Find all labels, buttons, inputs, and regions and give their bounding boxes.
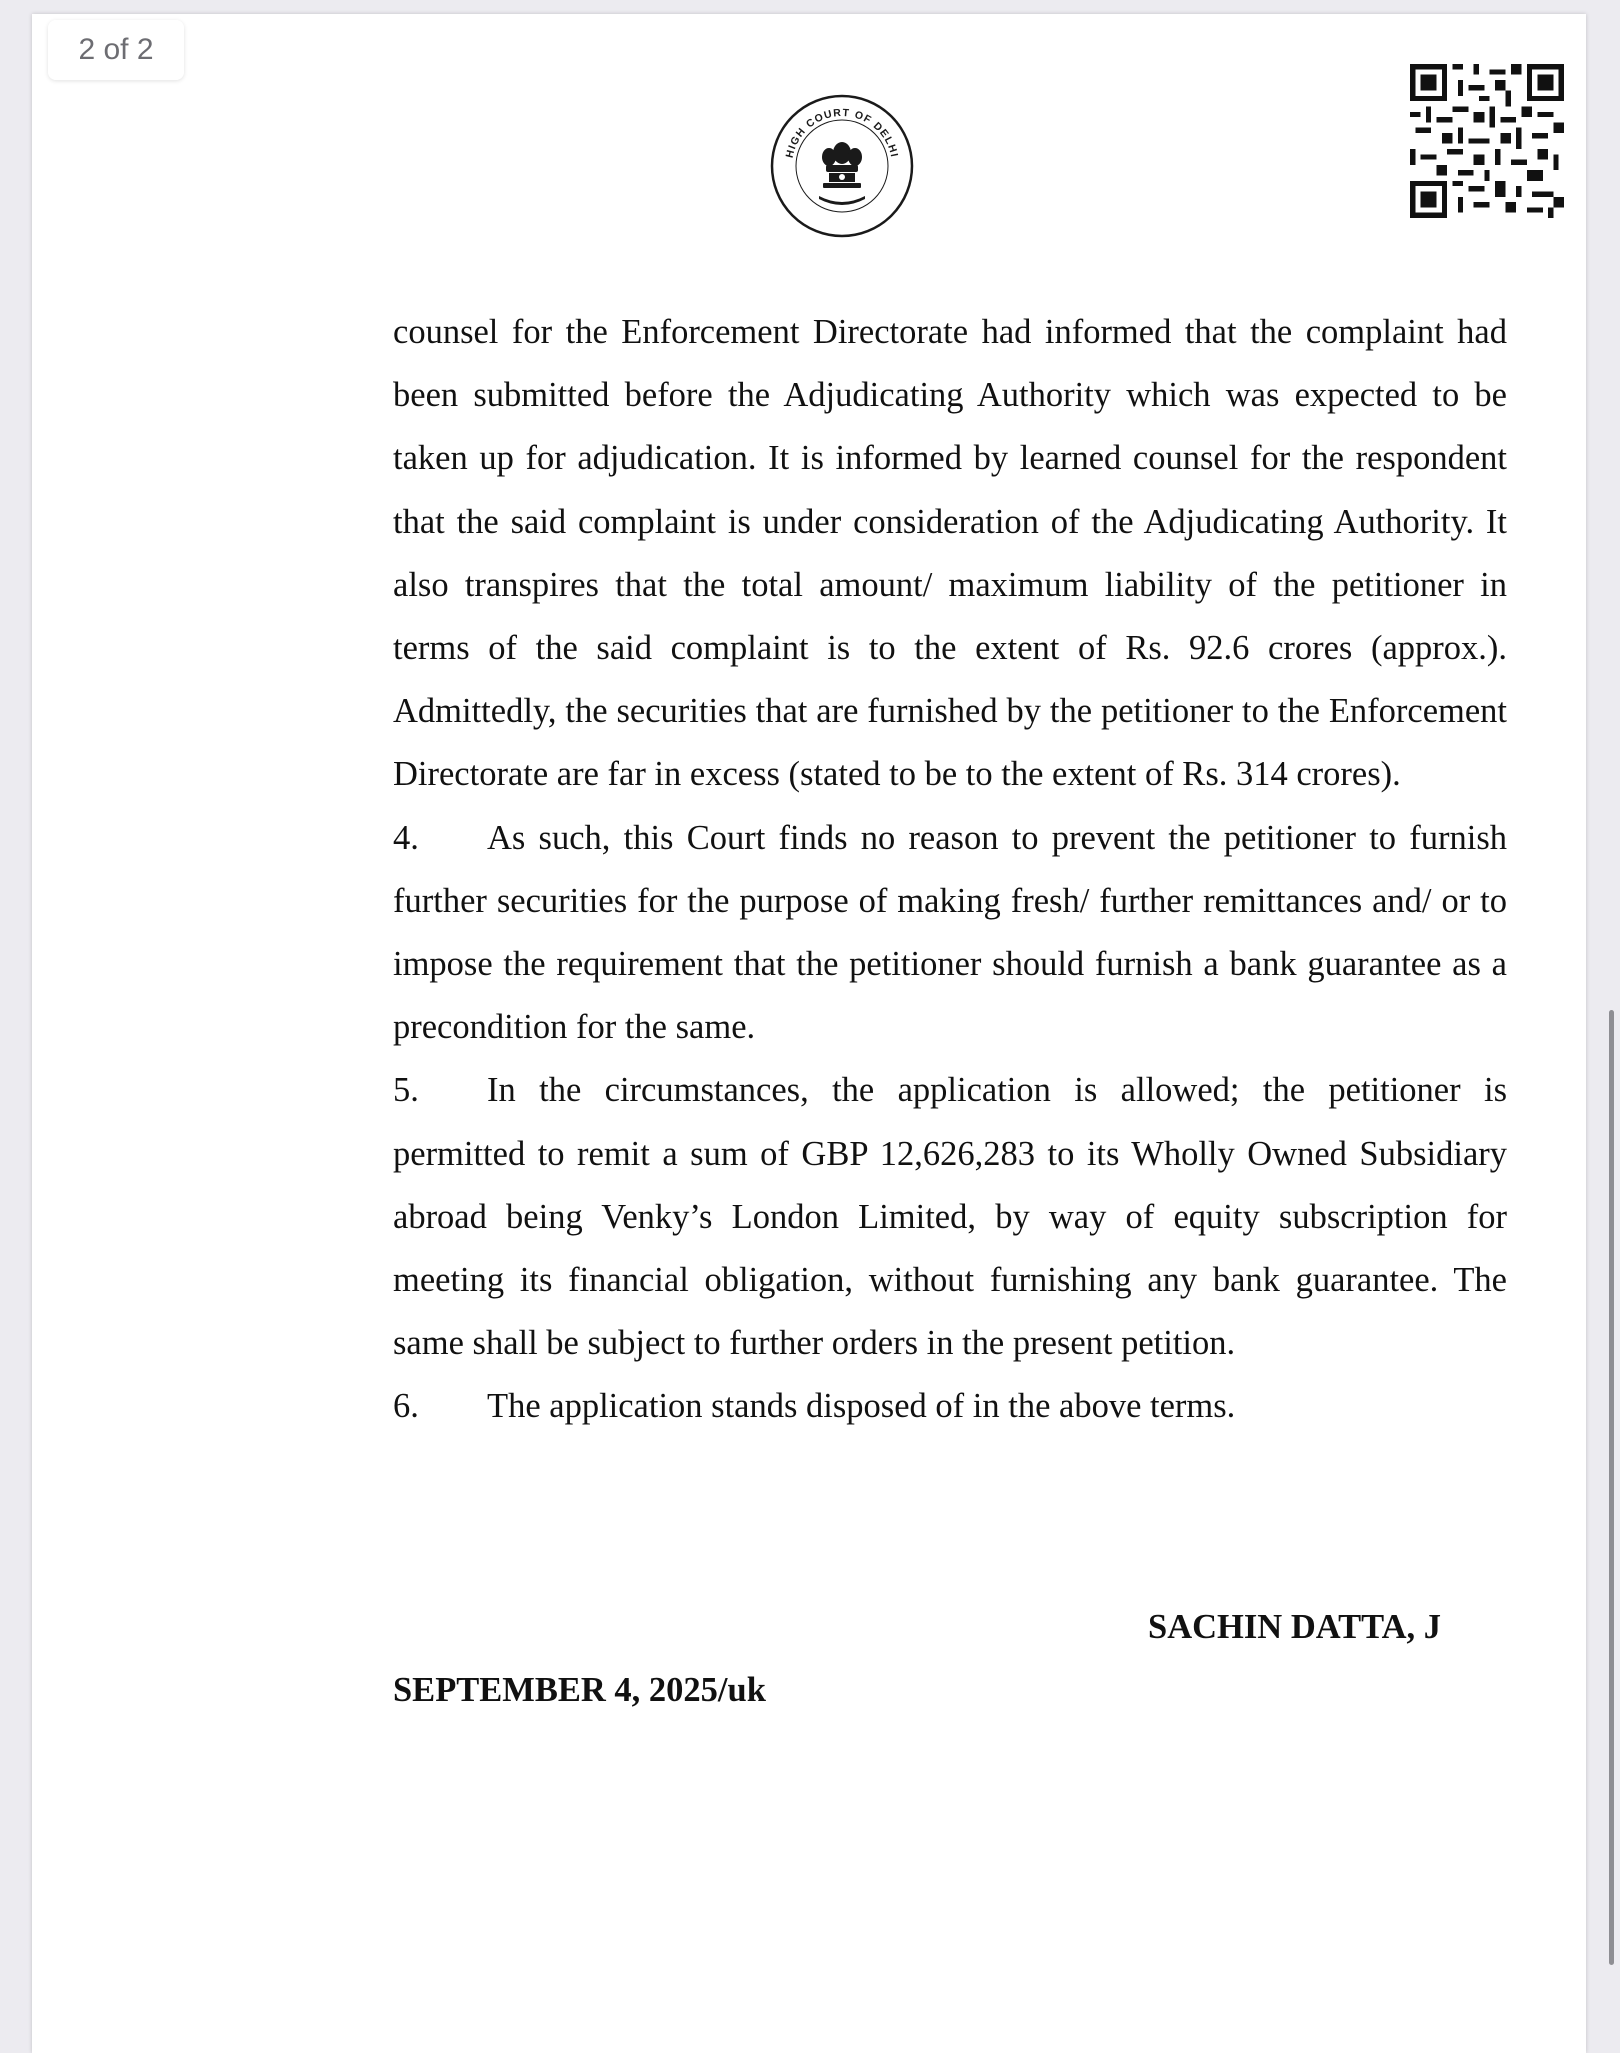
- paragraph-number: 5.: [393, 1071, 419, 1110]
- emblem-text: HIGH COURT OF DELHI: [783, 106, 901, 160]
- document-page: [32, 14, 1586, 2053]
- vertical-scrollbar[interactable]: [1609, 1010, 1614, 1965]
- judge-signature: SACHIN DATTA, J: [1148, 1608, 1441, 1646]
- paragraph-text: counsel for the Enforcement Directorate had informed that the complaint had been submitted before the Adjudicating Authority which was expected to be taken up for adjudication. It is informed by learned counsel for the respondent that the said complaint is under consideration of the Adjudicating Authority. It also transpires that the total amount/ maximum liability of the petitioner in terms of the said complaint is to the extent of Rs. 92.6 crores (approx.). Admittedly, the securities that are furnished by the petitioner to the Enforcement Directorate are far in excess (stated to be to the extent of Rs. 314 crores).: [393, 313, 1507, 794]
- order-body: [393, 301, 1507, 1439]
- order-date: SEPTEMBER 4, 2025/uk: [393, 1671, 766, 1709]
- court-emblem-icon: [769, 93, 915, 239]
- paragraph-continued: [393, 301, 1507, 807]
- paragraph-4: [393, 807, 1507, 1060]
- paragraph-6: [393, 1375, 1507, 1438]
- qr-code-icon: [1410, 64, 1564, 218]
- paragraph-text: As such, this Court finds no reason to prevent the petitioner to furnish further securities for the purpose of making fresh/ further remittances and/ or to impose the requirement that the petitioner should furnish a bank guarantee as a precondition for the same.: [393, 818, 1507, 1047]
- paragraph-5: [393, 1059, 1507, 1375]
- paragraph-number: 4.: [393, 818, 419, 857]
- paragraph-text: The application stands disposed of in the above terms.: [487, 1387, 1236, 1426]
- page-indicator: 2 of 2: [48, 20, 184, 80]
- paragraph-number: 6.: [393, 1387, 419, 1426]
- paragraph-text: In the circumstances, the application is allowed; the petitioner is permitted to remit a sum of GBP 12,626,283 to its Wholly Owned Subsidiary abroad being Venky’s London Limited, by way of equity subscription for meeting its financial obligation, without furnishing any bank guarantee. The same shall be subject to further orders in the present petition.: [393, 1071, 1507, 1363]
